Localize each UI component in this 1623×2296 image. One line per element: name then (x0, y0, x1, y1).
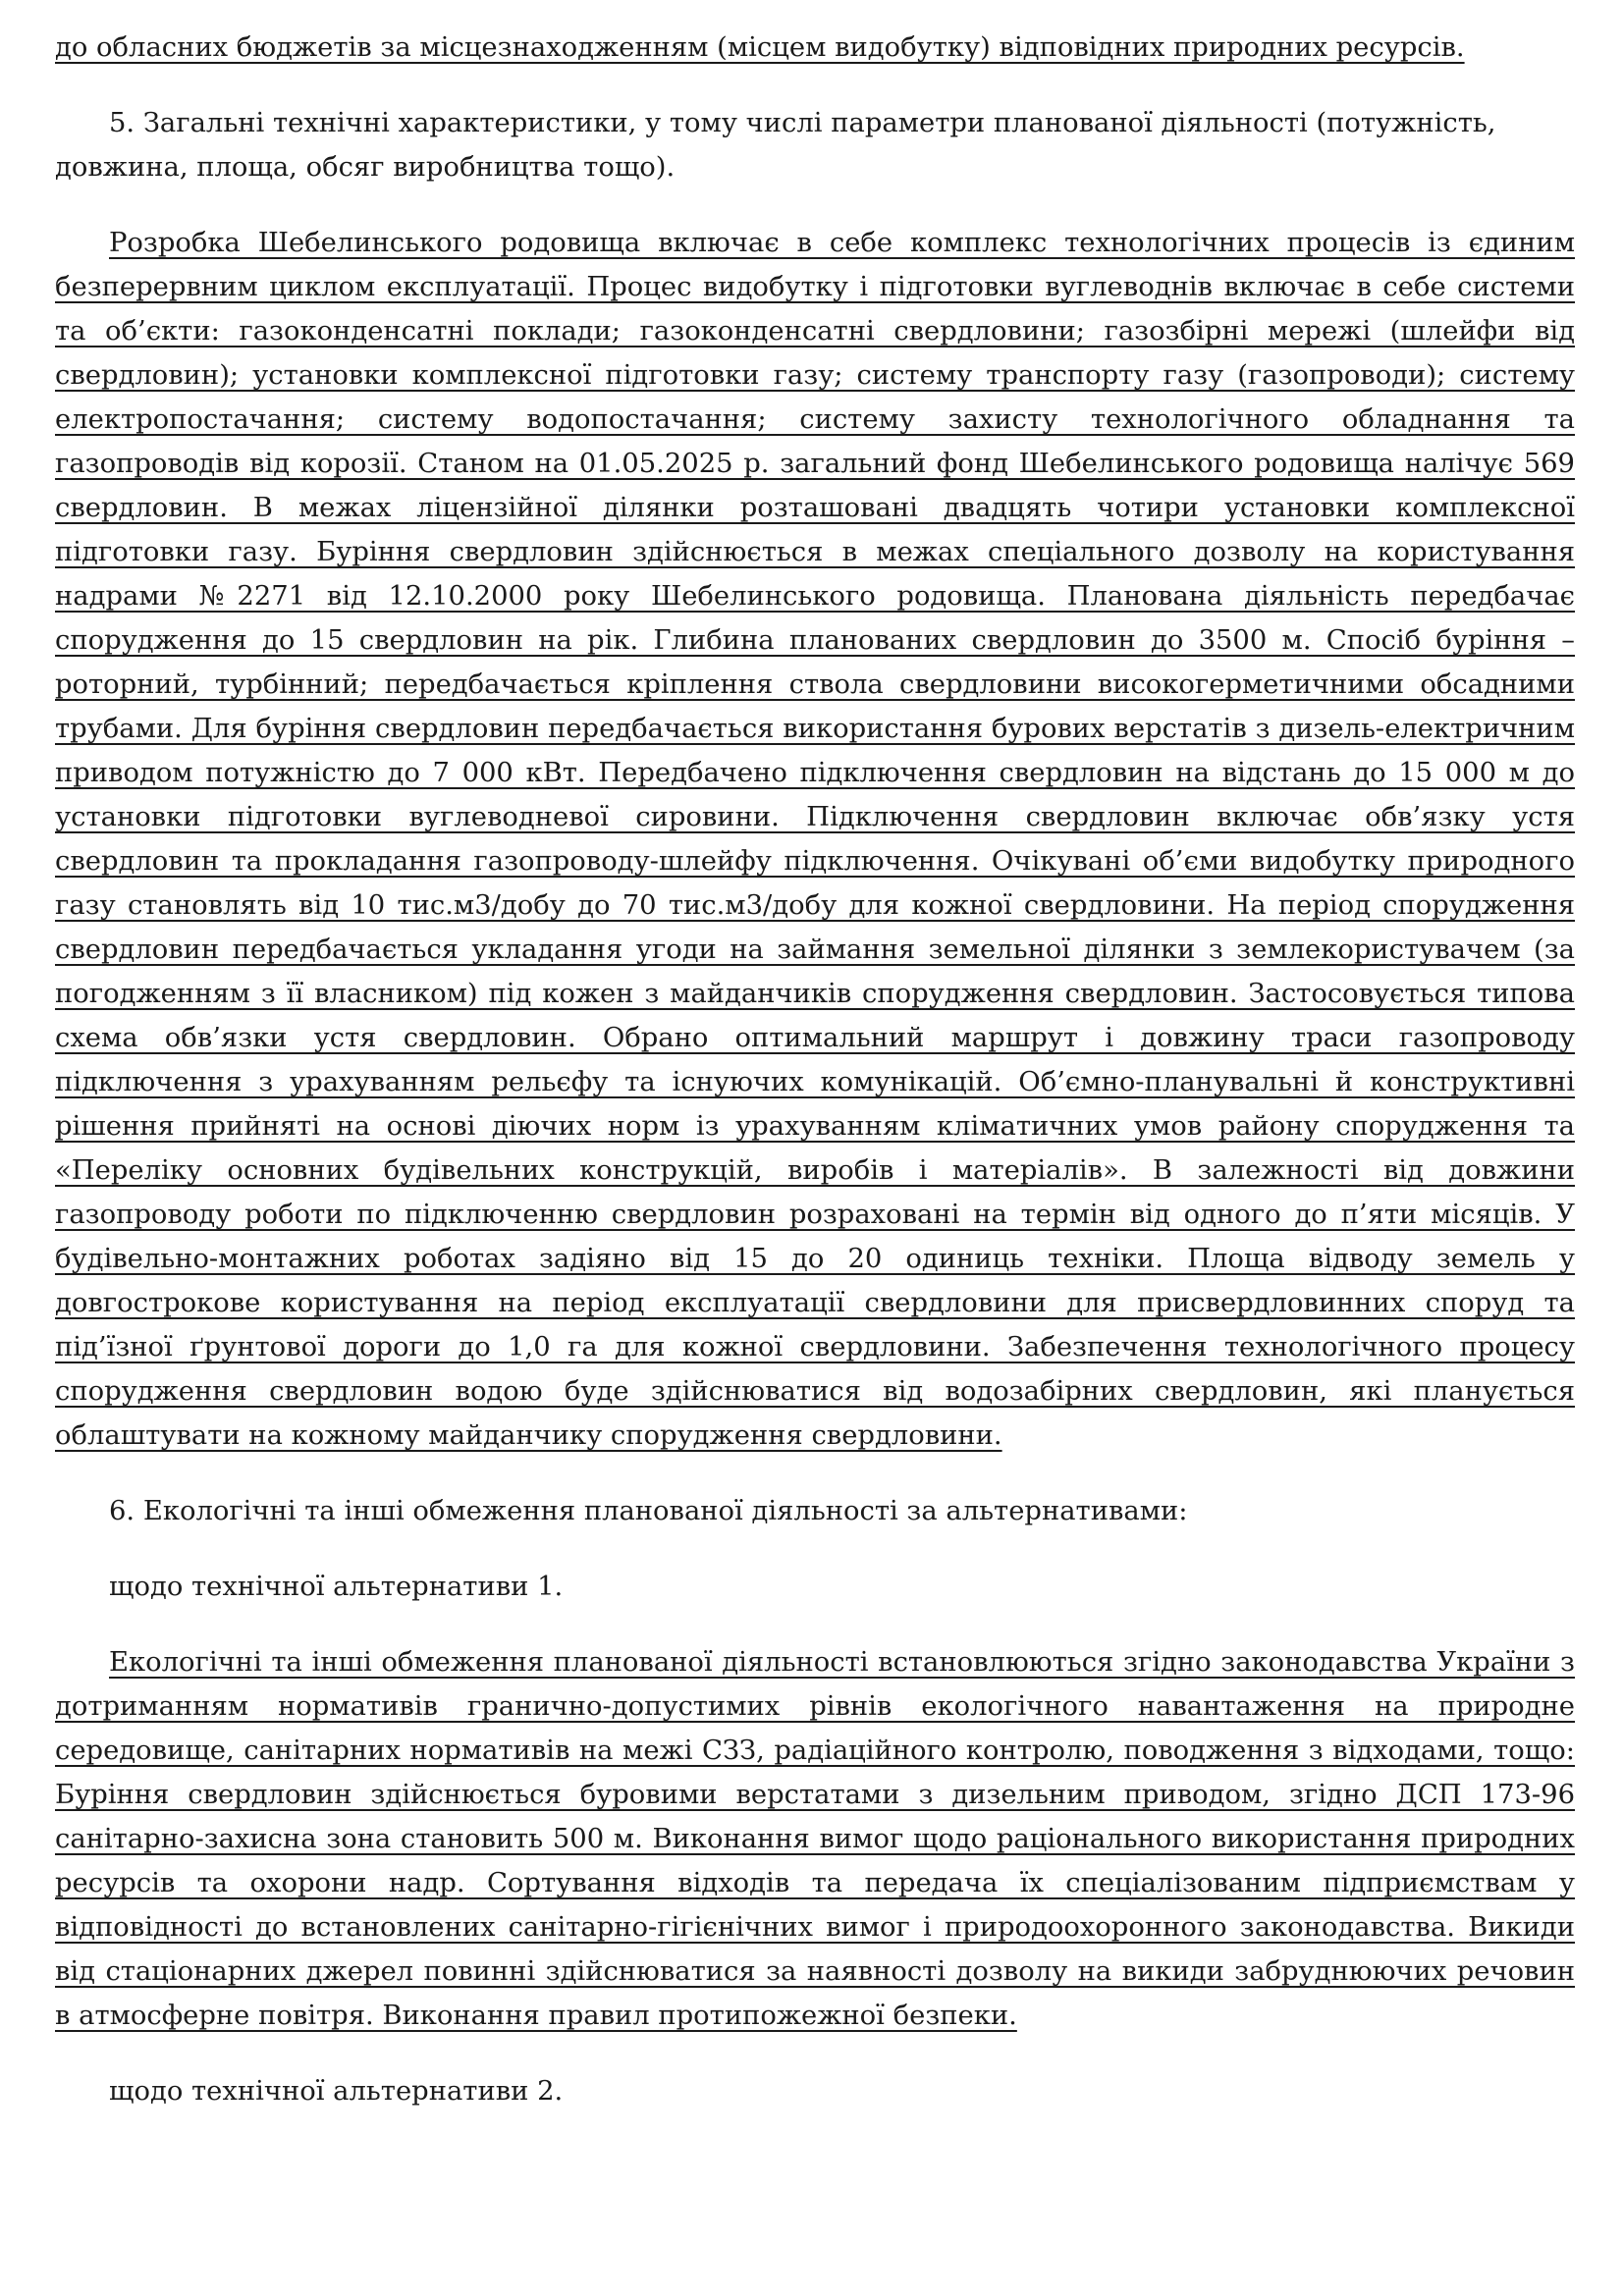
section-5-body (55, 221, 1575, 1458)
section-5-heading: 5. Загальні технічні характеристики, у тому числі параметри планованої діяльності (потужність, довжина, площа, обсяг виробництва тощо). (55, 108, 1496, 183)
alternative-1-label: щодо технічної альтернативи 1. (109, 1572, 564, 1602)
continuation-line: до обласних бюджетів за місцезнаходженням (місцем видобутку) відповідних природних ресурсів. (55, 32, 1465, 63)
section-6-heading: 6. Екологічні та інші обмеження планованої діяльності за альтернативами: (109, 1496, 1188, 1526)
alternative-1-body-text: Екологічні та інші обмеження планованої діяльності встановлюються згідно законодавства України з дотриманням нормативів гранично-допустимих рівнів екологічного навантаження на природне середовище, санітарних нормативів на межі СЗЗ, радіаційного контролю, поводження з відходами, тощо: Буріння свердловин здійснюється буровими верстатами з дизельним приводом, згідно ДСП 173-96 санітарно-захисна зона становить 500 м. Виконання вимог щодо раціонального використання природних ресурсів та охорони надр. Сортування відходів та передача їх спеціалізованим підприємствам у відповідності до встановлених санітарно-гігієнічних вимог і природоохоронного законодавства. Викиди від стаціонарних джерел повинні здійснюватися за наявності дозволу на викиди забруднюючих речовин в атмосферне повітря. Виконання правил протипожежної безпеки. (55, 1647, 1575, 2031)
alternative-2-label: щодо технічної альтернативи 2. (109, 2076, 564, 2107)
document-page (55, 26, 1575, 2113)
section-5-body-text: Розробка Шебелинського родовища включає в себе комплекс технологічних процесів із єдиним безперервним циклом експлуатації. Процес видобутку і підготовки вуглеводнів включає в себе системи та об’єкти: газоконденсатні поклади; газоконденсатні свердловини; газозбірні мережі (шлейфи від свердловин); установки комплексної підготовки газу; систему транспорту газу (газопроводи); систему електропостачання; систему водопостачання; систему захисту технологічного обладнання та газопроводів від корозії. Станом на 01.05.2025 р. загальний фонд Шебелинського родовища налічує 569 свердловин. В межах ліцензійної ділянки розташовані двадцять чотири установки комплексної підготовки газу. Буріння свердловин здійснюється в межах спеціального дозволу на користування надрами №2271 від 12.10.2000 року Шебелинського родовища. Планована діяльність передбачає спорудження до 15 свердловин на рік. Глибина планованих свердловин до 3500 м. Спосіб буріння – роторний, турбінний; передбачається кріплення ствола свердловини високогерметичними обсадними трубами. Для буріння свердловин передбачається використання бурових верстатів з дизель-електричним приводом потужністю до 7 000 кВт. Передбачено підключення свердловин на відстань до 15 000 м до установки підготовки вуглеводневої сировини. Підключення свердловин включає обв’язку устя свердловин та прокладання газопроводу-шлейфу підключення. Очікувані об’єми видобутку природного газу становлять від 10 тис.м3/добу до 70 тис.м3/добу для кожної свердловини. На період спорудження свердловин передбачається укладання угоди на займання земельної ділянки з землекористувачем (за погодженням з її власником) під кожен з майданчиків спорудження свердловин. Застосовується типова схема обв’язки устя свердловин. Обрано оптимальний маршрут і довжину траси газопроводу підключення з урахуванням рельєфу та існуючих комунікацій. Об’ємно-планувальні й конструктивні рішення прийняті на основі діючих норм із урахуванням кліматичних умов району спорудження та «Переліку основних будівельних конструкцій, виробів і матеріалів». В залежності від довжини газопроводу роботи по підключенню свердловин розраховані на термін від одного до п’яти місяців. У будівельно-монтажних роботах задіяно від 15 до 20 одиниць техніки. Площа відводу земель у довгострокове користування на період експлуатації свердловини для присвердловинних споруд та під’їзної ґрунтової дороги до 1,0 га для кожної свердловини. Забезпечення технологічного процесу спорудження свердловин водою буде здійснюватися від водозабірних свердловин, які планується облаштувати на кожному майданчику спорудження свердловини. (55, 228, 1575, 1451)
alternative-1-body (55, 1640, 1575, 2038)
